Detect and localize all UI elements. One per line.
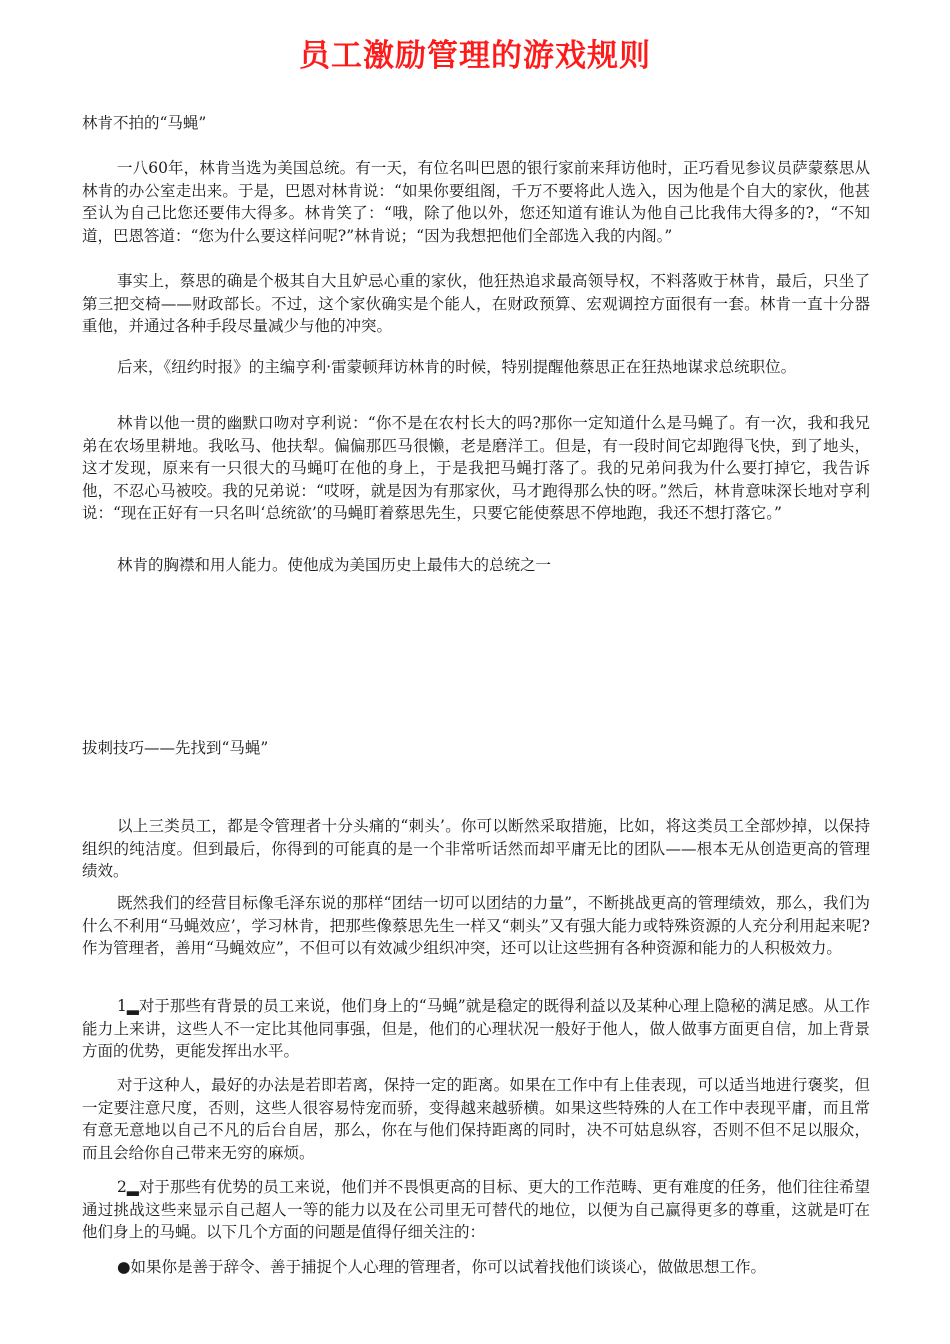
paragraph: 后来，《纽约时报》的主编亨利·雷蒙顿拜访林肯的时候，特别提醒他蔡思正在狂热地谋求总统职位。 — [117, 358, 797, 376]
paragraph: 事实上，蔡思的确是个极其自大且妒忌心重的家伙，他狂热追求最高领导权，不料落败于林肯，最后，只坐了第三把交椅——财政部长。不过，这个家伙确实是个能人，在财政预算、宏观调控方面很有一套。林肯一直十分器重他，并通过各种手段尽量减少与他的冲突。 — [82, 272, 870, 335]
section-heading-lincoln: 林肯不拍的“马蝇” — [82, 114, 207, 132]
paragraph: 林肯的胸襟和用人能力。使他成为美国历史上最伟大的总统之一 — [117, 556, 552, 574]
section-heading-thorn: 拔刺技巧——先找到“马蝇” — [82, 739, 269, 757]
paragraph: 1▂对于那些有背景的员工来说，他们身上的“马蝇”就是稳定的既得利益以及某种心理上隐秘的满足感。从工作能力上来讲，这些人不一定比其他同事强，但是，他们的心理状况一般好于他人，做人做事方面更自信，加上背景方面的优势，更能发挥出水平。 — [82, 997, 870, 1060]
document-title: 员工激励管理的游戏规则 — [299, 38, 651, 74]
bullet-item: ●如果你是善于辞令、善于捕捉个人心理的管理者，你可以试着找他们谈谈心，做做思想工作。 — [117, 1258, 767, 1276]
paragraph: 一八60年，林肯当选为美国总统。有一天，有位名叫巴恩的银行家前来拜访他时，正巧看见参议员萨蒙蔡思从林肯的办公室走出来。于是，巴恩对林肯说：“如果你要组阁，千万不要将此人选入，因为他是个自大的家伙，他甚至认为自己比您还要伟大得多。林肯笑了：“哦，除了他以外，您还知道有谁认为他自己比我伟大得多的?，“不知道，巴恩答道：“您为什么要这样问呢?”林肯说；“因为我想把他们全部选入我的内阁。” — [82, 159, 870, 245]
paragraph: 对于这种人，最好的办法是若即若离，保持一定的距离。如果在工作中有上佳表现，可以适当地进行褒奖，但一定要注意尺度，否则，这些人很容易恃宠而骄，变得越来越骄横。如果这些特殊的人在工作中表现平庸，而且常有意无意地以自己不凡的后台自居，那么，你在与他们保持距离的同时，决不可姑息纵容，否则不但不足以服众，而且会给你自己带来无穷的麻烦。 — [82, 1076, 870, 1162]
paragraph: 林肯以他一贯的幽默口吻对亨利说：“你不是在农村长大的吗?那你一定知道什么是马蝇了。有一次，我和我兄弟在农场里耕地。我吆马、他扶犁。偏偏那匹马很懒，老是磨洋工。但是，有一段时间它却跑得飞快，到了地头，这才发现，原来有一只很大的马蝇叮在他的身上，于是我把马蝇打落了。我的兄弟问我为什么要打掉它，我告诉他，不忍心马被咬。我的兄弟说：“哎呀，就是因为有那家伙，马才跑得那么快的呀。”然后，林肯意味深长地对亨利说：“现在正好有一只名叫‘总统欲’的马蝇盯着蔡思先生，只要它能使蔡思不停地跑，我还不想打落它。” — [82, 414, 870, 522]
paragraph: 既然我们的经营目标像毛泽东说的那样“团结一切可以团结的力量”，不断挑战更高的管理绩效，那么，我们为什么不利用“马蝇效应’，学习林肯，把那些像蔡思先生一样又“刺头”又有强大能力或特殊资源的人充分利用起来呢?作为管理者，善用“马蝇效应”，不但可以有效减少组织冲突，还可以让这些拥有各种资源和能力的人积极效力。 — [82, 894, 870, 957]
paragraph: 2▂对于那些有优势的员工来说，他们并不畏惧更高的目标、更大的工作范畴、更有难度的任务，他们往往希望通过挑战这些来显示自己超人一等的能力以及在公司里无可替代的地位，以便为自己赢得更多的尊重，这就是叮在他们身上的马蝇。以下几个方面的问题是值得仔细关注的： — [82, 1178, 870, 1241]
paragraph: 以上三类员工，都是令管理者十分头痛的“刺头’。你可以断然采取措施，比如，将这类员工全部炒掉，以保持组织的纯洁度。但到最后，你得到的可能真的是一个非常听话然而却平庸无比的团队——根本无从创造更高的管理绩效。 — [82, 817, 870, 880]
